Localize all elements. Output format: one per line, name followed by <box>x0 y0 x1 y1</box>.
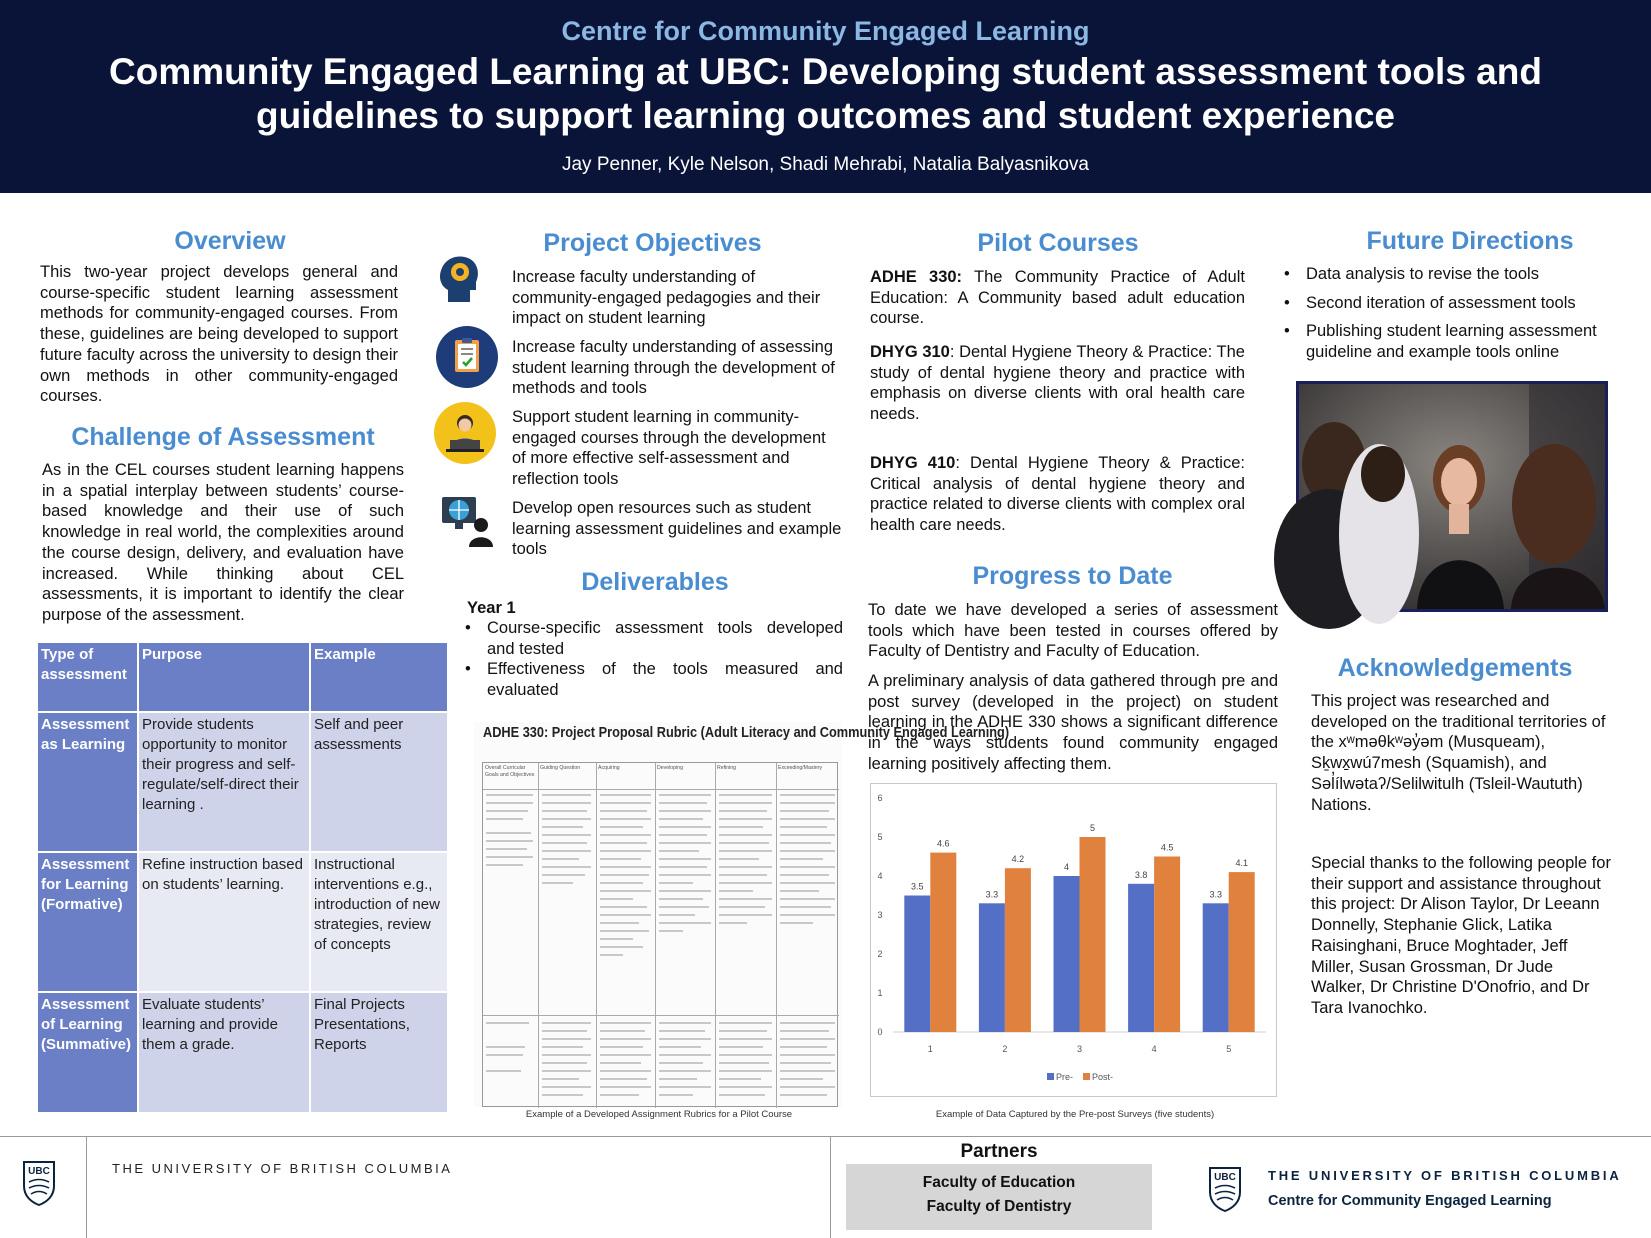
ubc-crest-icon <box>22 1160 56 1206</box>
bar-post <box>1229 872 1255 1032</box>
bar-pre <box>1054 876 1080 1032</box>
table-cell-type: Assessment for Learning (Formative) <box>37 852 138 992</box>
bar-post <box>1154 857 1180 1033</box>
list-item: • Second iteration of assessment tools <box>1282 293 1622 314</box>
y-tick-label: 0 <box>877 1027 883 1037</box>
table-cell-purpose: Refine instruction based on students’ learning. <box>138 852 310 992</box>
bar-pre <box>904 896 930 1033</box>
acknowledgements-territories: This project was researched and developed on the traditional territories of the xʷməθkʷəy̓əm (Musqueam), Sḵwx̱wú7mesh (Squamish), and Səl̓ílwətaʔ/Selilwitulh (Tsleil-Waututh) Nations. <box>1311 692 1606 814</box>
x-tick-label: 5 <box>1226 1044 1232 1054</box>
bar-data-label: 3.3 <box>1209 889 1222 900</box>
legend-label: Pre- <box>1056 1072 1074 1082</box>
table-cell-example: Self and peer assessments <box>310 712 448 852</box>
objective-text-1: Increase faculty understanding of community-engaged pedagogies and their impact on student learning <box>512 268 821 328</box>
header-organization: Centre for Community Engaged Learning <box>561 16 1090 46</box>
bar-pre <box>979 903 1005 1032</box>
y-tick-label: 4 <box>877 871 883 881</box>
objective-text-3: Support student learning in community-engaged courses through the development of more effective self-assessment and reflection tools <box>512 408 826 489</box>
ubc-crest-text: UBC <box>1214 1172 1236 1183</box>
table-header-row <box>37 642 448 712</box>
y-tick-label: 3 <box>877 910 883 920</box>
cel-unit-name: Centre for Community Engaged Learning <box>1268 1193 1552 1209</box>
brain-gear-icon <box>430 246 492 308</box>
bar-data-label: 4.6 <box>937 838 950 849</box>
course-description: The Community Practice of Adult Education: A Community based adult education course. <box>870 268 1245 328</box>
ubc-wordmark-right: THE UNIVERSITY OF BRITISH COLUMBIA <box>1268 1168 1622 1183</box>
bar-data-label: 3.8 <box>1134 869 1148 880</box>
partner-faculty-dentistry: Faculty of Dentistry <box>926 1198 1072 1215</box>
ubc-crest-text: UBC <box>28 1166 50 1177</box>
rubric-header-question: Guiding Question <box>540 765 581 771</box>
rubric-grid <box>482 762 838 1107</box>
pilot-course-2 <box>870 342 1245 425</box>
course-description: : Dental Hygiene Theory & Practice: Critical analysis of dental hygiene theory and practice related to diverse clients with complex oral health care needs. <box>870 454 1245 535</box>
poster-authors: Jay Penner, Kyle Nelson, Shadi Mehrabi, Natalia Balyasnikova <box>561 154 1089 175</box>
course-description: : Dental Hygiene Theory & Practice: The study of dental hygiene theory and practice with emphasis on diverse clients with oral health care needs. <box>870 343 1245 424</box>
course-code: ADHE 330: <box>870 268 963 286</box>
students-photo-illustration <box>1299 384 1605 609</box>
x-tick-label: 2 <box>1002 1044 1008 1054</box>
rubric-header-exceeding: Exceeding/Mastery <box>778 765 823 771</box>
poster-header <box>0 0 1651 193</box>
rubric-text-lines <box>483 763 839 1108</box>
table-row <box>37 852 448 992</box>
poster-title-line-1: Community Engaged Learning at UBC: Developing student assessment tools and <box>109 51 1542 92</box>
checklist-icon <box>436 326 498 388</box>
progress-paragraph-2: A preliminary analysis of data gathered through pre and post survey (developed in the project) on student learning in the ADHE 330 shows a significant difference in the ways students found community engaged learning positively affecting them. <box>868 672 1278 773</box>
ubc-crest-icon <box>1208 1166 1242 1212</box>
partners-title: Partners <box>960 1141 1038 1162</box>
pilot-course-3 <box>870 453 1245 536</box>
list-item: • Data analysis to revise the tools <box>1282 264 1622 285</box>
ubc-wordmark: THE UNIVERSITY OF BRITISH COLUMBIA <box>112 1161 453 1176</box>
list-item: • Course-specific assessment tools developed and tested <box>463 618 843 659</box>
rubric-header-acquiring: Acquiring <box>598 765 620 771</box>
acknowledgements-title: Acknowledgements <box>1337 654 1573 682</box>
table-header-type: Type of assessment <box>37 642 138 712</box>
objectives-title: Project Objectives <box>543 229 762 257</box>
course-code: DHYG 410 <box>870 454 956 472</box>
partner-faculty-education: Faculty of Education <box>922 1174 1076 1191</box>
deliverables-title: Deliverables <box>581 568 729 596</box>
progress-title: Progress to Date <box>972 562 1173 590</box>
x-tick-label: 1 <box>927 1044 933 1054</box>
deliverables-year: Year 1 <box>467 599 516 617</box>
chart-caption: Example of Data Captured by the Pre-post Surveys (five students) <box>935 1109 1215 1120</box>
table-header-purpose: Purpose <box>138 642 310 712</box>
pilot-courses-title: Pilot Courses <box>977 229 1139 257</box>
bar-post <box>1005 868 1031 1032</box>
bar-post <box>930 853 956 1032</box>
ubc-crest-logo-right <box>1208 1166 1242 1212</box>
student-laptop-icon <box>434 402 496 464</box>
pilot-course-1 <box>870 267 1245 329</box>
bar-post <box>1080 837 1106 1032</box>
list-item: • Publishing student learning assessment guideline and example tools online <box>1282 321 1622 362</box>
footer-divider-left <box>86 1136 87 1238</box>
future-directions-list <box>1282 264 1622 363</box>
x-tick-label: 3 <box>1076 1044 1083 1054</box>
rubric-header-refining: Refining <box>717 765 737 771</box>
x-tick-label: 4 <box>1151 1044 1157 1054</box>
objective-text-4: Develop open resources such as student learning assessment guidelines and example tools <box>512 499 842 559</box>
ubc-crest-logo <box>22 1160 56 1206</box>
challenge-title: Challenge of Assessment <box>71 423 375 451</box>
bar-pre <box>1128 884 1154 1032</box>
table-cell-type: Assessment as Learning <box>37 712 138 852</box>
y-tick-label: 6 <box>877 793 883 803</box>
table-cell-type: Assessment of Learning (Summative) <box>37 992 138 1113</box>
table-cell-example: Instructional interventions e.g., introduction of new strategies, review of concepts <box>310 852 448 992</box>
partners-box <box>846 1164 1152 1230</box>
assessment-types-table <box>36 641 449 1114</box>
table-cell-purpose: Provide students opportunity to monitor their progress and self-regulate/self-direct their learning . <box>138 712 310 852</box>
globe-computer-icon <box>436 489 498 551</box>
course-code: DHYG 310 <box>870 343 950 361</box>
table-row <box>37 712 448 852</box>
bar-data-label: 3.5 <box>911 881 924 892</box>
bar-data-label: 4.1 <box>1235 858 1248 869</box>
rubric-caption: Example of a Developed Assignment Rubrics for a Pilot Course <box>525 1109 793 1120</box>
list-item: • Effectiveness of the tools measured and evaluated <box>463 659 843 700</box>
pre-post-survey-chart <box>870 783 1277 1097</box>
bar-data-label: 4 <box>1063 862 1070 872</box>
y-tick-label: 5 <box>877 832 883 842</box>
bar-data-label: 3.3 <box>985 889 999 900</box>
rubric-title: ADHE 330: Project Proposal Rubric (Adult Literacy and Community Engaged Learning) <box>483 725 1010 741</box>
deliverables-list <box>463 618 843 701</box>
rubric-header-developing: Developing <box>657 765 683 771</box>
y-tick-label: 1 <box>877 988 883 998</box>
objective-text-2: Increase faculty understanding of assessing student learning through the development of methods and tools <box>512 338 835 398</box>
overview-text: This two-year project develops general and course-specific student learning assessment methods for community-engaged courses. From these, guidelines are being developed to support future faculty across the university to design their own methods in other community-engaged courses. <box>40 263 398 406</box>
footer-divider-middle <box>830 1136 831 1238</box>
table-header-example: Example <box>310 642 448 712</box>
bar-data-label: 4.5 <box>1160 842 1174 853</box>
overview-title: Overview <box>174 227 286 255</box>
table-cell-purpose: Evaluate students’ learning and provide them a grade. <box>138 992 310 1113</box>
rubric-header-goals: Overall Curricular Goals and Objectives <box>485 765 535 778</box>
poster-title-line-2: guidelines to support learning outcomes and student experience <box>256 95 1395 136</box>
future-directions-title: Future Directions <box>1366 227 1574 255</box>
y-tick-label: 2 <box>877 949 883 959</box>
legend-label: Post- <box>1092 1072 1114 1082</box>
progress-paragraph-1: To date we have developed a series of assessment tools which have been tested in courses offered by Faculty of Dentistry and Faculty of Education. <box>868 601 1278 661</box>
students-photo <box>1296 381 1608 612</box>
table-row <box>37 992 448 1113</box>
footer-divider <box>0 1136 1651 1137</box>
poster-title <box>40 50 1611 138</box>
bar-pre <box>1203 903 1229 1032</box>
legend-swatch-pre <box>1047 1073 1054 1080</box>
bar-data-label: 4.2 <box>1011 854 1025 865</box>
challenge-text: As in the CEL courses student learning happens in a spatial interplay between students’ course-based knowledge and their use of such knowledge in real world, the complexities around the course design, delivery, and evaluation have increased. While thinking about CEL assessments, it is important to identify the clear purpose of the assessment. <box>42 461 404 624</box>
acknowledgements-thanks: Special thanks to the following people for their support and assistance throughout this project: Dr Alison Taylor, Dr Leeann Donnelly, Stephanie Glick, Latika Raisinghani, Bruce Moghtader, Jeff Miller, Susan Grossman, Dr Jude Walker, Dr Christine D'Onofrio, and Dr Tara Ivanochko. <box>1311 854 1611 1017</box>
table-cell-example: Final Projects Presentations, Reports <box>310 992 448 1113</box>
chart-svg <box>871 784 1278 1098</box>
bar-data-label: 5 <box>1089 823 1096 833</box>
legend-swatch-post <box>1083 1073 1090 1080</box>
